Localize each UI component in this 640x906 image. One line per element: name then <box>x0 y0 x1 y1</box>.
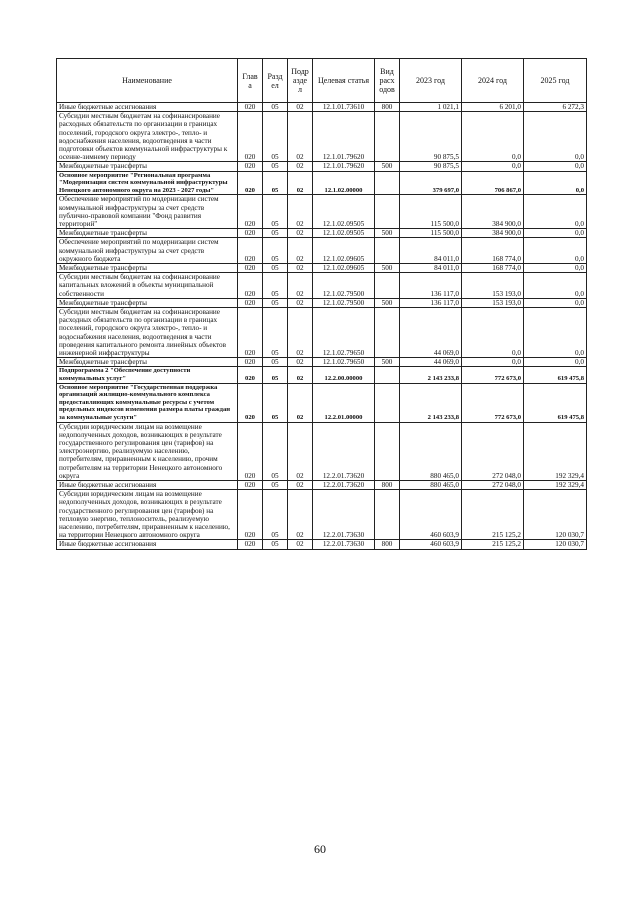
cell-2024: 153 193,0 <box>462 273 524 299</box>
cell-2025: 619 475,8 <box>524 383 587 422</box>
cell-2025: 0,0 <box>524 112 587 162</box>
cell-expense-type <box>375 195 400 229</box>
budget-table <box>56 58 587 550</box>
page-number: 60 <box>314 842 326 856</box>
cell-2023: 84 011,0 <box>400 238 462 264</box>
cell-expense-type <box>375 367 400 383</box>
cell-2024: 215 125,2 <box>462 490 524 540</box>
cell-expense-type <box>375 490 400 540</box>
cell-expense-type: 500 <box>375 162 400 171</box>
cell-name: Субсидии местным бюджетам на софинансирование расходных обязательств по организации в границах поселений, городского округа электро-, тепло- и водоснабжения населения, водоотведения в части подготовки объектов коммунальной инфраструктуры к осенне-зимнему периоду <box>57 112 238 162</box>
cell-2025: 0,0 <box>524 358 587 367</box>
cell-2023: 2 143 233,8 <box>400 383 462 422</box>
cell-glava: 020 <box>238 171 263 195</box>
cell-podrazdel: 02 <box>288 422 313 480</box>
cell-2025: 0,0 <box>524 238 587 264</box>
cell-razdel: 05 <box>263 264 288 273</box>
cell-name: Межбюджетные трансферты <box>57 162 238 171</box>
cell-razdel: 05 <box>263 298 288 307</box>
cell-razdel: 05 <box>263 195 288 229</box>
cell-2024: 706 867,0 <box>462 171 524 195</box>
cell-2024: 0,0 <box>462 162 524 171</box>
cell-expense-type: 500 <box>375 358 400 367</box>
cell-razdel: 05 <box>263 103 288 112</box>
cell-2025: 192 329,4 <box>524 422 587 480</box>
cell-name: Подпрограмма 2 "Обеспечение доступности коммунальных услуг" <box>57 367 238 383</box>
cell-razdel: 05 <box>263 112 288 162</box>
table-row <box>57 171 587 195</box>
cell-2024: 0,0 <box>462 112 524 162</box>
table-row <box>57 238 587 264</box>
cell-2025: 120 030,7 <box>524 540 587 549</box>
cell-expense-type <box>375 112 400 162</box>
cell-target: 12.2.01.73630 <box>313 490 375 540</box>
cell-2025: 0,0 <box>524 171 587 195</box>
cell-2023: 90 875,5 <box>400 112 462 162</box>
header-2023: 2023 год <box>400 59 462 103</box>
header-expense-type: Вид расх одов <box>375 59 400 103</box>
cell-podrazdel: 02 <box>288 171 313 195</box>
cell-2025: 120 030,7 <box>524 490 587 540</box>
cell-target: 12.1.02.09505 <box>313 195 375 229</box>
cell-name: Иные бюджетные ассигнования <box>57 481 238 490</box>
cell-target: 12.2.00.00000 <box>313 367 375 383</box>
cell-glava: 020 <box>238 273 263 299</box>
cell-2025: 6 272,3 <box>524 103 587 112</box>
cell-podrazdel: 02 <box>288 481 313 490</box>
cell-name: Обеспечение мероприятий по модернизации систем коммунальной инфраструктуры за счет средств окружного бюджета <box>57 238 238 264</box>
cell-razdel: 05 <box>263 273 288 299</box>
cell-expense-type <box>375 383 400 422</box>
cell-target: 12.1.02.79650 <box>313 358 375 367</box>
cell-2024: 272 048,0 <box>462 422 524 480</box>
cell-target: 12.1.01.79620 <box>313 162 375 171</box>
cell-podrazdel: 02 <box>288 490 313 540</box>
cell-podrazdel: 02 <box>288 264 313 273</box>
cell-glava: 020 <box>238 264 263 273</box>
table-row <box>57 383 587 422</box>
cell-target: 12.1.02.79500 <box>313 298 375 307</box>
cell-name: Межбюджетные трансферты <box>57 298 238 307</box>
cell-2025: 0,0 <box>524 162 587 171</box>
table-row <box>57 298 587 307</box>
cell-2023: 460 603,9 <box>400 490 462 540</box>
table-row <box>57 308 587 358</box>
cell-target: 12.2.01.73620 <box>313 481 375 490</box>
cell-razdel: 05 <box>263 490 288 540</box>
cell-2023: 2 143 233,8 <box>400 367 462 383</box>
cell-glava: 020 <box>238 229 263 238</box>
table-row <box>57 367 587 383</box>
cell-glava: 020 <box>238 195 263 229</box>
cell-2023: 379 697,0 <box>400 171 462 195</box>
cell-podrazdel: 02 <box>288 298 313 307</box>
cell-razdel: 05 <box>263 383 288 422</box>
cell-razdel: 05 <box>263 422 288 480</box>
cell-razdel: 05 <box>263 540 288 549</box>
cell-target: 12.2.01.00000 <box>313 383 375 422</box>
cell-glava: 020 <box>238 422 263 480</box>
cell-podrazdel: 02 <box>288 540 313 549</box>
cell-target: 12.1.02.09505 <box>313 229 375 238</box>
cell-2024: 6 201,0 <box>462 103 524 112</box>
cell-podrazdel: 02 <box>288 103 313 112</box>
header-2025: 2025 год <box>524 59 587 103</box>
table-body <box>57 103 587 550</box>
cell-expense-type <box>375 308 400 358</box>
cell-glava: 020 <box>238 540 263 549</box>
cell-2023: 136 117,0 <box>400 298 462 307</box>
cell-2025: 0,0 <box>524 264 587 273</box>
header-target: Целевая статья <box>313 59 375 103</box>
cell-2023: 115 500,0 <box>400 229 462 238</box>
cell-glava: 020 <box>238 383 263 422</box>
header-name: Наименование <box>57 59 238 103</box>
cell-name: Субсидии юридическим лицам на возмещение недополученных доходов, возникающих в результате государственного регулирования цен (тарифов) на электроэнергию, реализуемую населению, потребителям, приравненным к населению, прочим потребителям на территории Ненецкого автономного округа <box>57 422 238 480</box>
cell-glava: 020 <box>238 490 263 540</box>
table-row <box>57 229 587 238</box>
cell-glava: 020 <box>238 103 263 112</box>
cell-target: 12.1.01.79620 <box>313 112 375 162</box>
cell-2024: 384 900,0 <box>462 229 524 238</box>
cell-2025: 619 475,8 <box>524 367 587 383</box>
cell-podrazdel: 02 <box>288 358 313 367</box>
table-row <box>57 273 587 299</box>
cell-2025: 192 329,4 <box>524 481 587 490</box>
cell-expense-type <box>375 238 400 264</box>
cell-podrazdel: 02 <box>288 238 313 264</box>
cell-target: 12.1.02.00000 <box>313 171 375 195</box>
cell-glava: 020 <box>238 238 263 264</box>
cell-expense-type: 500 <box>375 298 400 307</box>
cell-razdel: 05 <box>263 229 288 238</box>
cell-target: 12.2.01.73630 <box>313 540 375 549</box>
cell-name: Иные бюджетные ассигнования <box>57 103 238 112</box>
cell-2025: 0,0 <box>524 298 587 307</box>
cell-podrazdel: 02 <box>288 112 313 162</box>
cell-2024: 272 048,0 <box>462 481 524 490</box>
cell-name: Субсидии юридическим лицам на возмещение недополученных доходов, возникающих в результате государственного регулирования цен (тарифов) на тепловую энергию, теплоноситель, реализуемую населению, потребителям, приравненным к населению, на территории Ненецкого автономного округа <box>57 490 238 540</box>
cell-glava: 020 <box>238 162 263 171</box>
cell-2024: 168 774,0 <box>462 264 524 273</box>
cell-2024: 772 673,0 <box>462 383 524 422</box>
cell-target: 12.1.02.79500 <box>313 273 375 299</box>
cell-podrazdel: 02 <box>288 195 313 229</box>
cell-expense-type: 800 <box>375 481 400 490</box>
cell-2025: 0,0 <box>524 229 587 238</box>
cell-podrazdel: 02 <box>288 229 313 238</box>
cell-razdel: 05 <box>263 171 288 195</box>
cell-2023: 90 875,5 <box>400 162 462 171</box>
cell-2025: 0,0 <box>524 273 587 299</box>
cell-2023: 115 500,0 <box>400 195 462 229</box>
cell-2024: 772 673,0 <box>462 367 524 383</box>
cell-2023: 84 011,0 <box>400 264 462 273</box>
cell-razdel: 05 <box>263 238 288 264</box>
cell-target: 12.1.02.09605 <box>313 264 375 273</box>
cell-2025: 0,0 <box>524 308 587 358</box>
table-row <box>57 422 587 480</box>
cell-razdel: 05 <box>263 367 288 383</box>
cell-expense-type: 500 <box>375 264 400 273</box>
cell-expense-type: 500 <box>375 229 400 238</box>
table-row <box>57 103 587 112</box>
cell-razdel: 05 <box>263 162 288 171</box>
cell-2023: 460 603,9 <box>400 540 462 549</box>
table-row <box>57 112 587 162</box>
header-podrazdel: Подр азде л <box>288 59 313 103</box>
cell-2023: 880 465,0 <box>400 481 462 490</box>
table-row <box>57 540 587 549</box>
cell-razdel: 05 <box>263 358 288 367</box>
cell-2024: 384 900,0 <box>462 195 524 229</box>
cell-expense-type <box>375 171 400 195</box>
cell-2023: 44 069,0 <box>400 358 462 367</box>
cell-expense-type: 800 <box>375 540 400 549</box>
cell-target: 12.1.02.79650 <box>313 308 375 358</box>
cell-name: Субсидии местным бюджетам на софинансирование расходных обязательств по организации в границах поселений, городского округа электро-, тепло- и водоснабжения населения, водоотведения в части проведения капитального ремонта линейных объектов инженерной инфраструктуры <box>57 308 238 358</box>
cell-expense-type <box>375 422 400 480</box>
cell-name: Межбюджетные трансферты <box>57 229 238 238</box>
cell-2023: 880 465,0 <box>400 422 462 480</box>
table-row <box>57 358 587 367</box>
cell-razdel: 05 <box>263 481 288 490</box>
cell-name: Межбюджетные трансферты <box>57 264 238 273</box>
cell-2024: 0,0 <box>462 308 524 358</box>
cell-podrazdel: 02 <box>288 367 313 383</box>
cell-glava: 020 <box>238 308 263 358</box>
cell-podrazdel: 02 <box>288 308 313 358</box>
cell-2025: 0,0 <box>524 195 587 229</box>
cell-name: Обеспечение мероприятий по модернизации систем коммунальной инфраструктуры за счет средств публично-правовой компании "Фонд развития территорий" <box>57 195 238 229</box>
table-header-row <box>57 59 587 103</box>
cell-2023: 44 069,0 <box>400 308 462 358</box>
cell-2024: 153 193,0 <box>462 298 524 307</box>
cell-name: Основное мероприятие "Государственная поддержка организаций жилищно-коммунального комплекса предоставляющих коммунальные ресурсы с учетом предельных индексов изменения размера платы граждан за коммунальные услуги" <box>57 383 238 422</box>
cell-2024: 168 774,0 <box>462 238 524 264</box>
cell-2024: 0,0 <box>462 358 524 367</box>
cell-2023: 136 117,0 <box>400 273 462 299</box>
cell-razdel: 05 <box>263 308 288 358</box>
table-row <box>57 481 587 490</box>
header-2024: 2024 год <box>462 59 524 103</box>
cell-2024: 215 125,2 <box>462 540 524 549</box>
cell-2023: 1 021,1 <box>400 103 462 112</box>
table-row <box>57 264 587 273</box>
cell-glava: 020 <box>238 358 263 367</box>
cell-name: Иные бюджетные ассигнования <box>57 540 238 549</box>
cell-expense-type <box>375 273 400 299</box>
table-row <box>57 162 587 171</box>
cell-expense-type: 800 <box>375 103 400 112</box>
cell-podrazdel: 02 <box>288 273 313 299</box>
cell-name: Основное мероприятие "Региональная программа "Модернизация систем коммунальной инфраструктуры Ненецкого автономного округа на 2023 - 2027 годы" <box>57 171 238 195</box>
cell-target: 12.1.01.73610 <box>313 103 375 112</box>
header-razdel: Разд ел <box>263 59 288 103</box>
table-row <box>57 195 587 229</box>
cell-glava: 020 <box>238 367 263 383</box>
header-glava: Глав а <box>238 59 263 103</box>
cell-name: Межбюджетные трансферты <box>57 358 238 367</box>
cell-glava: 020 <box>238 481 263 490</box>
cell-target: 12.1.02.09605 <box>313 238 375 264</box>
cell-podrazdel: 02 <box>288 162 313 171</box>
cell-target: 12.2.01.73620 <box>313 422 375 480</box>
cell-glava: 020 <box>238 112 263 162</box>
cell-glava: 020 <box>238 298 263 307</box>
table-row <box>57 490 587 540</box>
cell-name: Субсидии местным бюджетам на софинансирование капитальных вложений в объекты муниципальной собственности <box>57 273 238 299</box>
cell-podrazdel: 02 <box>288 383 313 422</box>
